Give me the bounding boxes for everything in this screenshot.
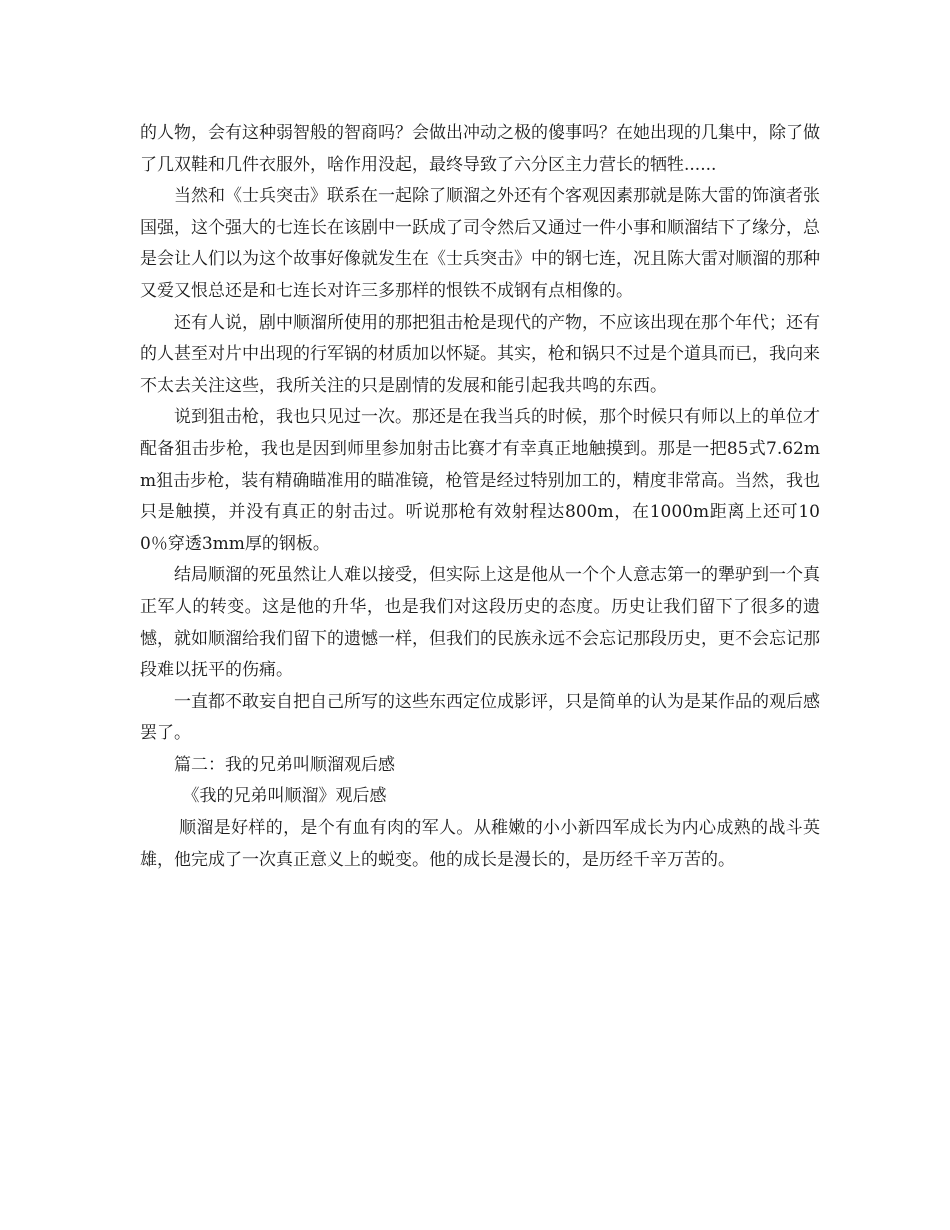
paragraph: 顺溜是好样的，是个有血有肉的军人。从稚嫩的小小新四军成长为内心成熟的战斗英雄，他完成了一次真正意义上的蜕变。他的成长是漫长的，是历经千辛万苦的。 <box>140 818 820 870</box>
paragraph: 当然和《士兵突击》联系在一起除了顺溜之外还有个客观因素那就是陈大雷的饰演者张国强，这个强大的七连长在该剧中一跃成了司令然后又通过一件小事和顺溜结下了缘分，总是会让人们以为这个故事好像就发生在《士兵突击》中的钢七连，况且陈大雷对顺溜的那种又爱又恨总还是和七连长对许三多那样的恨铁不成钢有点相像的。 <box>140 186 820 301</box>
paragraph: 一直都不敢妄自把自己所写的这些东西定位成影评，只是简单的认为是某作品的观后感罢了。 <box>140 691 820 744</box>
paragraph: 结局顺溜的死虽然让人难以接受，但实际上这是他从一个个人意志第一的犟驴到一个真正军人的转变。这是他的升华，也是我们对这段历史的态度。历史让我们留下了很多的遗憾，就如顺溜给我们留下的遗憾一样，但我们的民族永远不会忘记那段历史，更不会忘记那段难以抚平的伤痛。 <box>140 565 820 681</box>
document-body <box>140 118 820 876</box>
paragraph-continued: 的人物，会有这种弱智般的智商吗？会做出冲动之极的傻事吗？在她出现的几集中，除了做了几双鞋和几件衣服外，啥作用没起，最终导致了六分区主力营长的牺牲...... <box>140 123 820 175</box>
paragraph: 说到狙击枪，我也只见过一次。那还是在我当兵的时候，那个时候只有师以上的单位才配备狙击步枪，我也是因到师里参加射击比赛才有幸真正地触摸到。那是一把85式7.62mm狙击步枪，装有精确瞄准用的瞄准镜，枪管是经过特别加工的，精度非常高。当然，我也只是触摸，并没有真正的射击过。听说那枪有效射程达800m，在1000m距离上还可100％穿透3mm厚的钢板。 <box>140 407 820 554</box>
section-subheading: 《我的兄弟叫顺溜》观后感 <box>182 786 387 807</box>
paragraph: 还有人说，剧中顺溜所使用的那把狙击枪是现代的产物，不应该出现在那个年代；还有的人甚至对片中出现的行军锅的材质加以怀疑。其实，枪和锅只不过是个道具而已，我向来不太去关注这些，我所关注的只是剧情的发展和能引起我共鸣的东西。 <box>140 312 820 396</box>
section-heading: 篇二：我的兄弟叫顺溜观后感 <box>174 754 395 775</box>
